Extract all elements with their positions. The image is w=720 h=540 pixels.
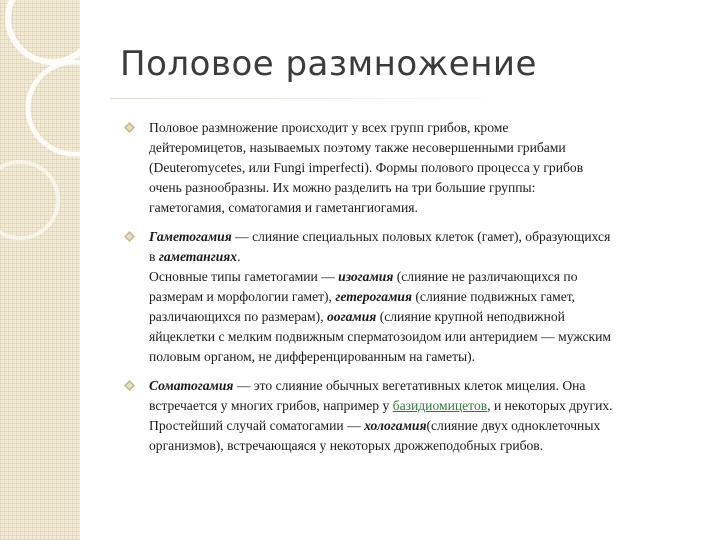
- text-run: Простейший случай соматогамии —: [149, 418, 365, 433]
- text-run: происходит у всех групп грибов, кроме: [277, 120, 509, 135]
- diamond-bullet-icon: [124, 122, 135, 133]
- slide-title: Половое размножение: [120, 44, 537, 84]
- bullet-text: [149, 118, 704, 218]
- text-run: , и некоторых других.: [487, 398, 613, 413]
- bullet-item-somatogamy: [124, 376, 704, 456]
- text-run: в: [149, 249, 159, 264]
- basidiomycetes-link[interactable]: базидиомицетов: [392, 398, 488, 413]
- decorative-circles: [0, 0, 130, 260]
- text-line: [149, 178, 704, 198]
- text-line: [149, 347, 704, 367]
- text-run: — это слияние обычных вегетативных клеток мицелия. Она: [233, 378, 586, 393]
- text-line: [149, 198, 704, 218]
- text-line: [149, 267, 704, 287]
- text-line: [149, 396, 704, 416]
- bullet-item-gametogamy: [124, 227, 704, 367]
- text-run: (Deuteromycetes, или Fungi imperfecti). Формы полового процесса у грибов: [149, 160, 584, 175]
- text-run: (слияние подвижных гамет,: [411, 289, 576, 304]
- text-line: [149, 138, 704, 158]
- text-line: [149, 436, 704, 456]
- text-run: Основные типы гаметогамии —: [149, 269, 339, 284]
- diamond-bullet-icon: [124, 380, 135, 391]
- text-run: различающихся по размерам),: [149, 309, 327, 324]
- text-line: [149, 416, 704, 436]
- diamond-bullet-icon: [124, 231, 135, 242]
- text-line: [149, 376, 704, 396]
- term-emphasis: Гаметогамия: [149, 229, 232, 244]
- text-run: организмов), встречающаяся у некоторых дрожжеподобных грибов.: [149, 438, 544, 453]
- term-emphasis: изогамия: [338, 269, 394, 284]
- text-run: (слияние крупной неподвижной: [376, 309, 565, 324]
- text-line: [149, 287, 704, 307]
- bullet-text: [149, 227, 704, 367]
- bullet-item-sexual-reproduction: [124, 118, 704, 218]
- text-line: [149, 247, 704, 267]
- text-line: [149, 158, 704, 178]
- text-run: очень разнообразны. Их можно разделить на три большие группы:: [149, 180, 536, 195]
- bullet-text: [149, 376, 704, 456]
- text-run: — слияние специальных половых клеток (гамет), образующихся: [231, 229, 611, 244]
- text-run: (слияние двух одноклеточных: [426, 418, 601, 433]
- text-run: встречается у многих грибов, например у: [149, 398, 393, 413]
- text-run: гаметогамия, соматогамия и гаметангиогамия.: [149, 200, 418, 215]
- text-line: [149, 327, 704, 347]
- text-run: половым органом, не дифференцированным на гаметы).: [149, 349, 476, 364]
- term-emphasis: гетерогамия: [335, 289, 412, 304]
- text-run: яйцеклетки с мелким подвижным сперматозоидом или антеридием — мужским: [149, 329, 611, 344]
- term-emphasis: гаметангиях: [158, 249, 238, 264]
- text-line: [149, 227, 704, 247]
- text-line: [149, 307, 704, 327]
- term-emphasis: оогамия: [327, 309, 377, 324]
- text-run: размерам и морфологии гамет),: [149, 289, 336, 304]
- text-run: Половое размножение: [149, 120, 278, 135]
- text-run: дейтеромицетов, называемых поэтому также несовершенными грибами: [149, 140, 566, 155]
- title-underline: [110, 98, 530, 99]
- text-line: [149, 118, 704, 138]
- term-emphasis: Соматогамия: [149, 378, 234, 393]
- bullet-list: [124, 118, 704, 465]
- text-run: .: [237, 249, 241, 264]
- term-emphasis: хологамия: [364, 418, 427, 433]
- text-run: (слияние не различающихся по: [393, 269, 578, 284]
